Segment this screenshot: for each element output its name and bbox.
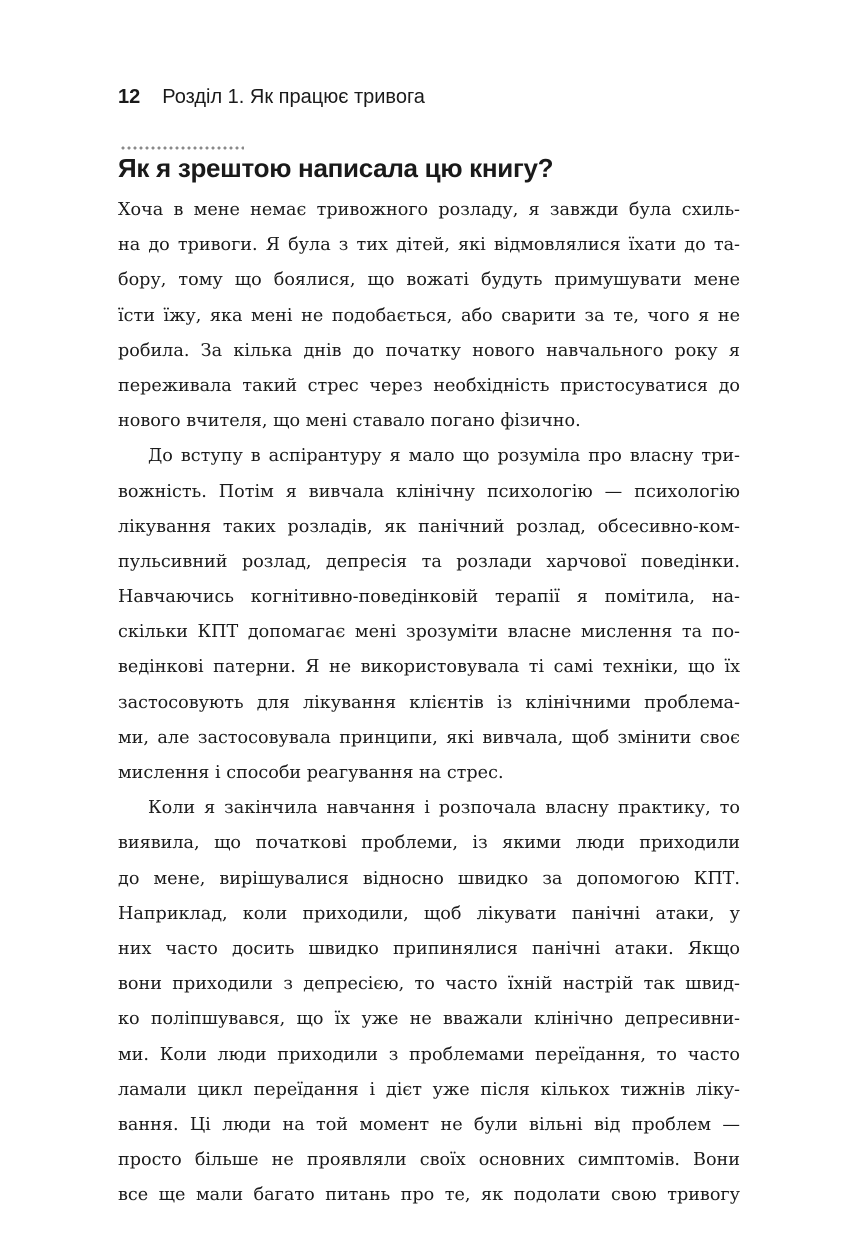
text-line: просто більше не проявляли своїх основних симптомів. Вони [118, 1150, 740, 1171]
text-line: ми, але застосовувала принципи, які вивчала, щоб змінити своє [118, 727, 740, 748]
text-line: все ще мали багато питань про те, як подолати свою тривогу [118, 1185, 740, 1206]
text-line: їсти їжу, яка мені не подобається, або сварити за те, чого я не [118, 305, 740, 326]
text-line: ламали цикл переїдання і дієт уже після кількох тижнів ліку- [118, 1079, 740, 1100]
paragraph-1 [118, 193, 740, 439]
paragraph-2 [118, 439, 740, 791]
text-line: вони приходили з депресією, то часто їхній настрій так швид- [118, 974, 740, 995]
text-line: на до тривоги. Я була з тих дітей, які відмовлялися їхати до та- [118, 235, 740, 256]
text-line: робила. За кілька днів до початку нового навчального року я [118, 340, 740, 361]
text-line: мислення і способи реагування на стрес. [118, 763, 504, 783]
paragraph-3 [118, 791, 740, 1213]
text-line: вожність. Потім я вивчала клінічну психологію — психологію [118, 481, 740, 502]
text-line: виявила, що початкові проблеми, із якими люди приходили [118, 833, 740, 854]
text-line: бору, тому що боялися, що вожаті будуть примушувати мене [118, 270, 740, 291]
text-line: застосовують для лікування клієнтів із клінічними проблема- [118, 692, 740, 713]
running-head [118, 86, 425, 109]
text-line: ми. Коли люди приходили з проблемами переїдання, то часто [118, 1044, 740, 1065]
text-line: Наприклад, коли приходили, щоб лікувати панічні атаки, у [118, 903, 740, 924]
text-line: ко поліпшувався, що їх уже не вважали клінічно депресивни- [118, 1009, 740, 1030]
text-line: Навчаючись когнітивно-поведінковій терапії я помітила, на- [118, 587, 740, 608]
section-heading: Як я зрештою написала цю книгу? [118, 153, 554, 183]
text-line: скільки КПТ допомагає мені зрозуміти власне мислення та по- [118, 622, 740, 643]
text-line: лікування таких розладів, як панічний розлад, обсесивно-ком- [118, 516, 740, 537]
text-line: пульсивний розлад, депресія та розлади харчової поведінки. [118, 551, 740, 572]
text-line: вання. Ці люди на той момент не були вільні від проблем — [118, 1114, 740, 1135]
text-line: ведінкові патерни. Я не використовувала ті самі техніки, що їх [118, 657, 740, 678]
text-line: переживала такий стрес через необхідність пристосуватися до [118, 375, 740, 396]
text-line: Хоча в мене немає тривожного розладу, я завжди була схиль- [118, 200, 740, 220]
body-text [118, 193, 740, 1213]
text-line: нового вчителя, що мені ставало погано фізично. [118, 411, 581, 432]
text-line: до мене, вирішувалися відносно швидко за допомогою КПТ. [118, 868, 740, 889]
text-line: Коли я закінчила навчання і розпочала власну практику, то [148, 798, 740, 819]
text-line: них часто досить швидко припинялися панічні атаки. Якщо [118, 938, 740, 959]
page-number: 12 [118, 86, 141, 108]
text-line: До вступу в аспірантуру я мало що розуміла про власну три- [148, 446, 740, 467]
chapter-title: Розділ 1. Як працює тривога [162, 86, 425, 108]
dotted-divider [120, 146, 244, 150]
